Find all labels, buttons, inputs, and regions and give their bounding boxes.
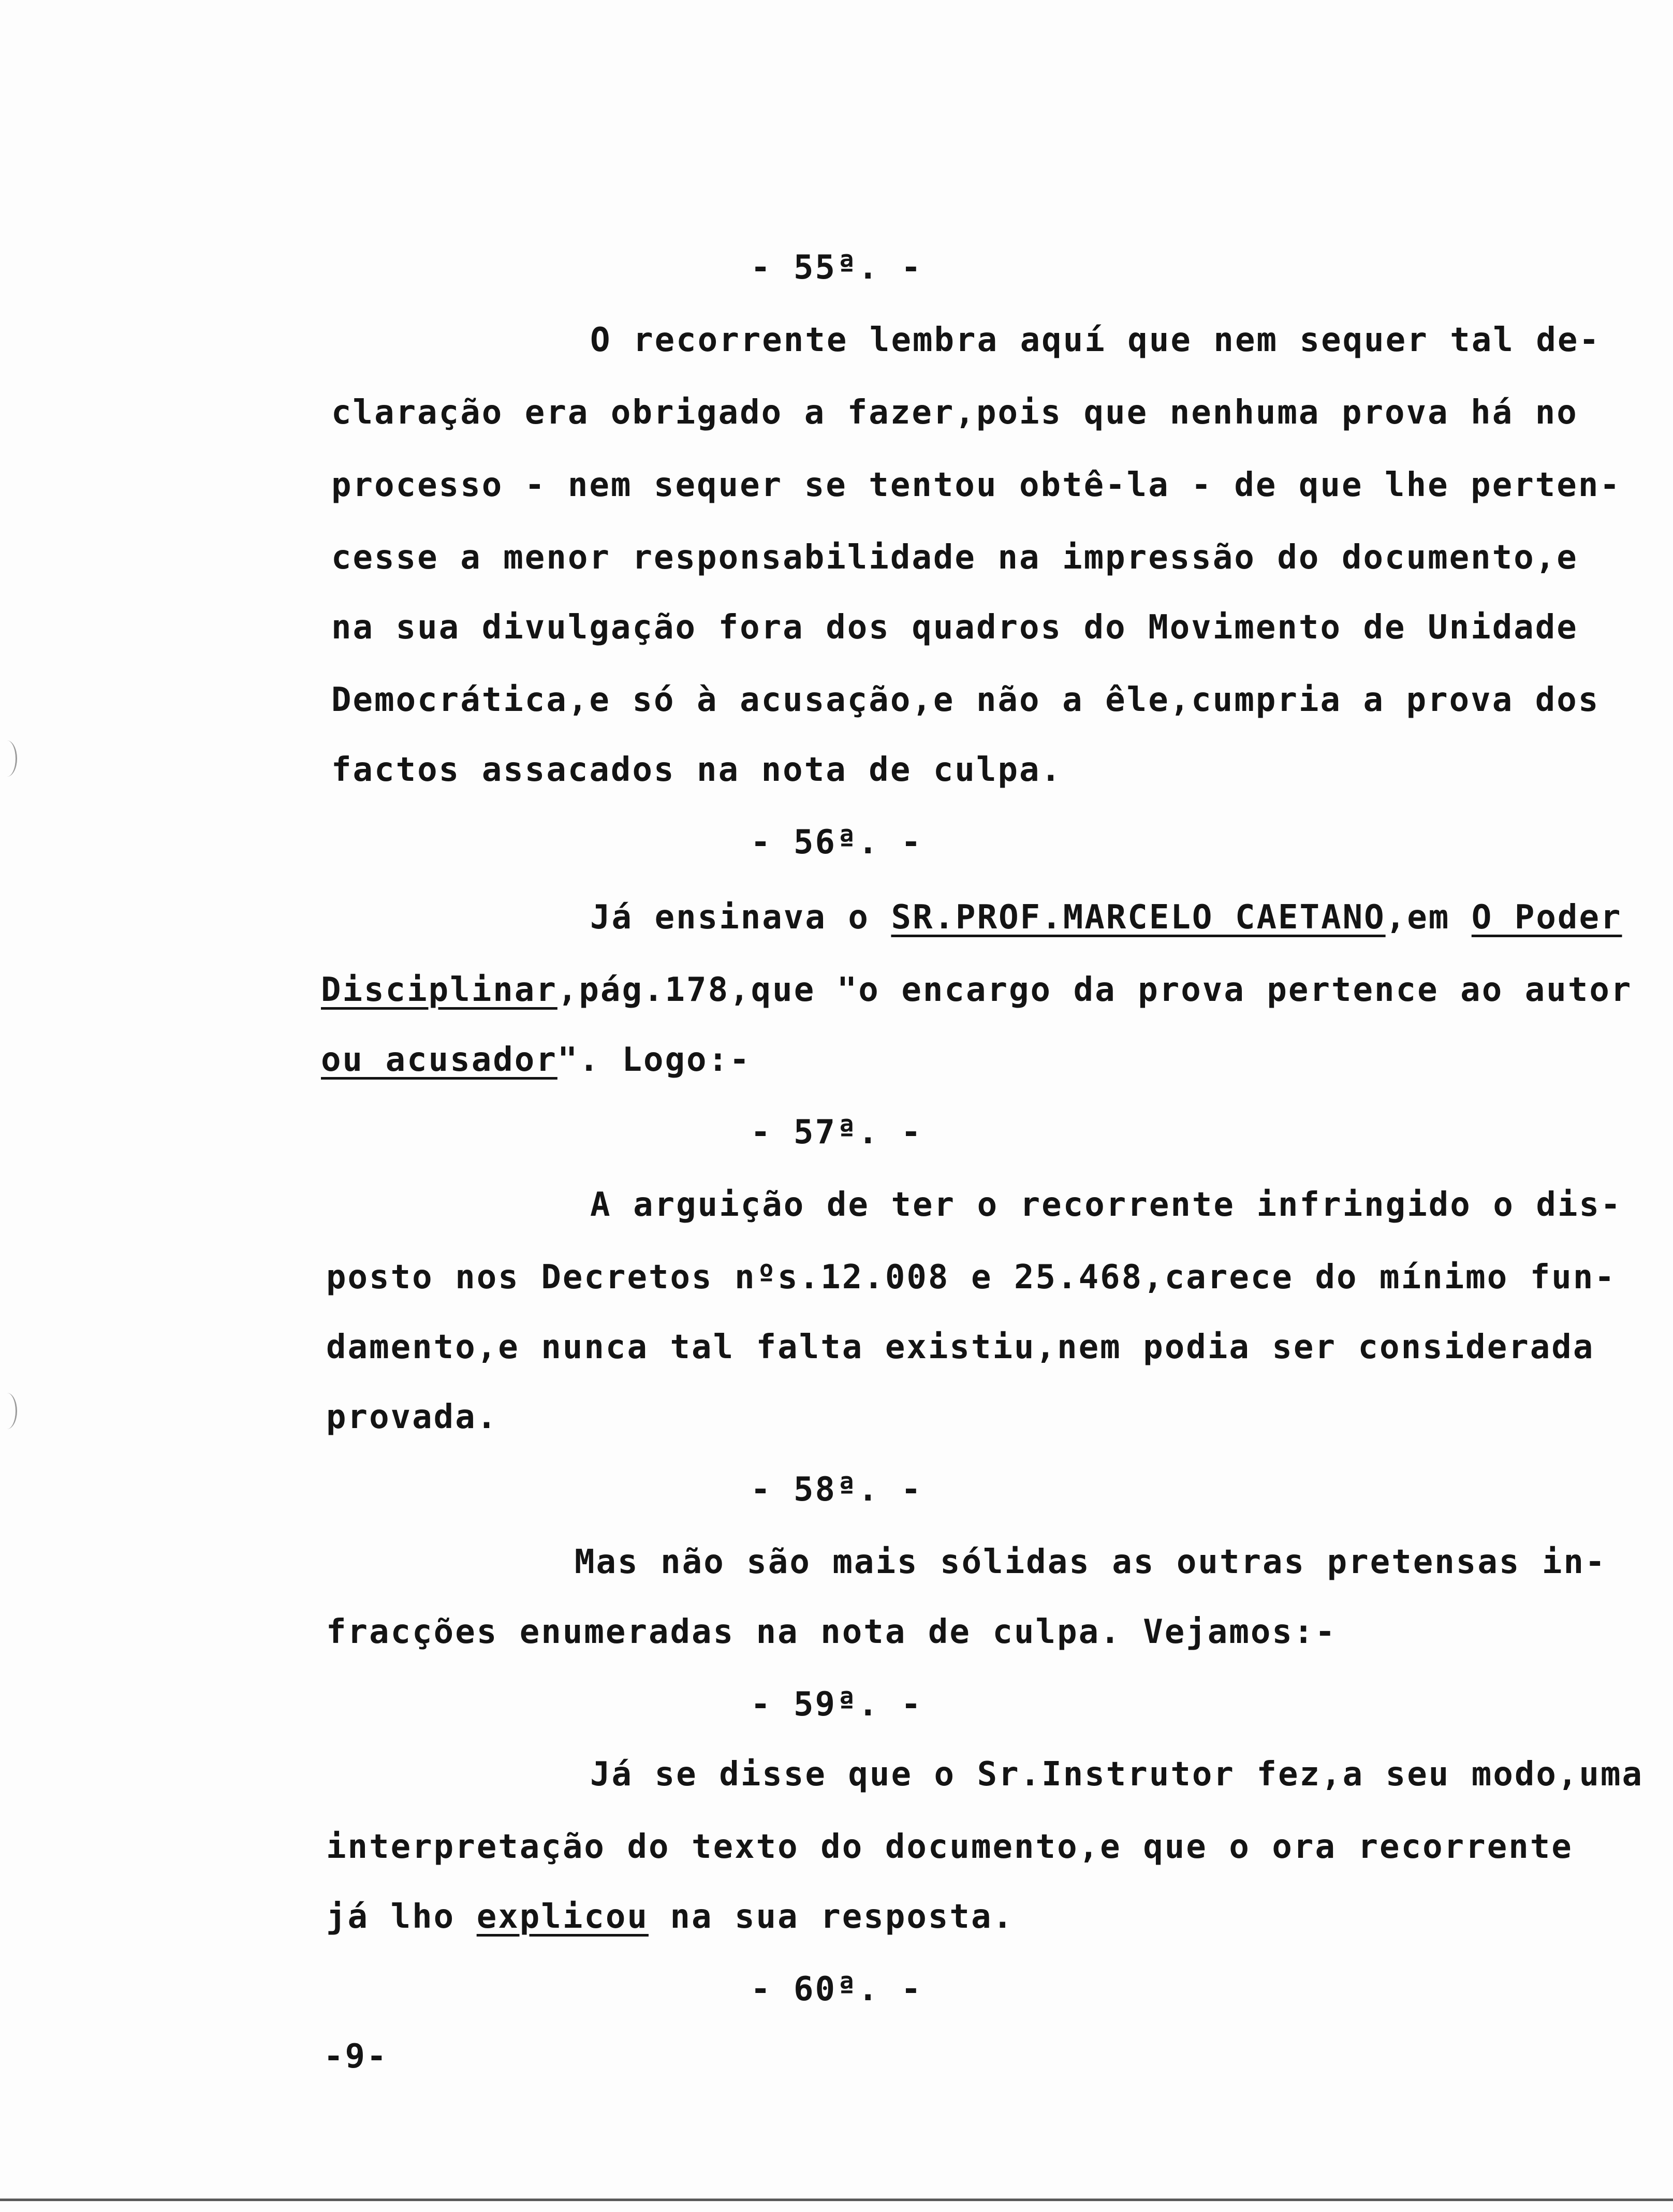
text-segment: ,em — [1385, 898, 1472, 937]
text-line: O recorrente lembra aquí que nem sequer tal de- — [590, 321, 1601, 359]
text-segment: Já ensinava o — [590, 898, 891, 937]
text-line: factos assacados na nota de culpa. — [331, 751, 1063, 789]
section-number: - 56ª. - — [750, 823, 923, 862]
section-number: - 55ª. - — [750, 249, 923, 287]
quoted-term: ou acusador — [321, 1041, 557, 1079]
text-line: Democrática,e só à acusação,e não a êle,cumpria a prova dos — [331, 681, 1600, 719]
text-line — [590, 898, 1622, 937]
underlined-word: explicou — [476, 1898, 649, 1936]
text-line: cesse a menor responsabilidade na impressão do documento,e — [331, 539, 1578, 577]
text-line: Mas não são mais sólidas as outras pretensas in- — [575, 1543, 1607, 1581]
text-line: interpretação do texto do documento,e que o ora recorrente — [326, 1828, 1573, 1866]
scan-bottom-edge — [0, 2199, 1673, 2201]
text-line — [326, 1898, 1014, 1936]
book-title: Disciplinar — [321, 971, 557, 1009]
scan-margin-mark — [0, 740, 17, 777]
text-line: processo - nem sequer se tentou obtê-la - de que lhe perten- — [331, 466, 1621, 504]
text-segment: já lho — [326, 1898, 477, 1936]
text-line: damento,e nunca tal falta existiu,nem podia ser considerada — [326, 1328, 1595, 1366]
text-line: provada. — [326, 1398, 498, 1436]
text-segment: ". Logo:- — [557, 1041, 751, 1079]
text-segment: ,pág.178,que "o encargo da prova pertence ao autor — [557, 971, 1633, 1009]
text-line — [321, 1041, 751, 1079]
text-segment: na sua resposta. — [648, 1898, 1014, 1936]
section-number: - 60ª. - — [750, 1970, 923, 2009]
text-line: claração era obrigado a fazer,pois que nenhuma prova há no — [331, 394, 1578, 432]
section-number: - 59ª. - — [750, 1685, 923, 1724]
text-line — [321, 971, 1632, 1009]
page-number: -9- — [324, 2038, 388, 2076]
text-line: Já se disse que o Sr.Instrutor fez,a seu modo,uma — [590, 1755, 1644, 1794]
section-number: - 58ª. - — [750, 1471, 923, 1509]
text-line: posto nos Decretos nºs.12.008 e 25.468,carece do mínimo fun- — [326, 1258, 1616, 1297]
text-line: fracções enumeradas na nota de culpa. Vejamos:- — [326, 1613, 1337, 1651]
book-title: O Poder — [1471, 898, 1622, 937]
scan-margin-mark — [0, 1393, 17, 1429]
author-name: SR.PROF.MARCELO CAETANO — [891, 898, 1386, 937]
section-number: - 57ª. - — [750, 1113, 923, 1152]
text-line: na sua divulgação fora dos quadros do Movimento de Unidade — [331, 608, 1578, 647]
text-line: A arguição de ter o recorrente infringido o dis- — [590, 1186, 1622, 1224]
